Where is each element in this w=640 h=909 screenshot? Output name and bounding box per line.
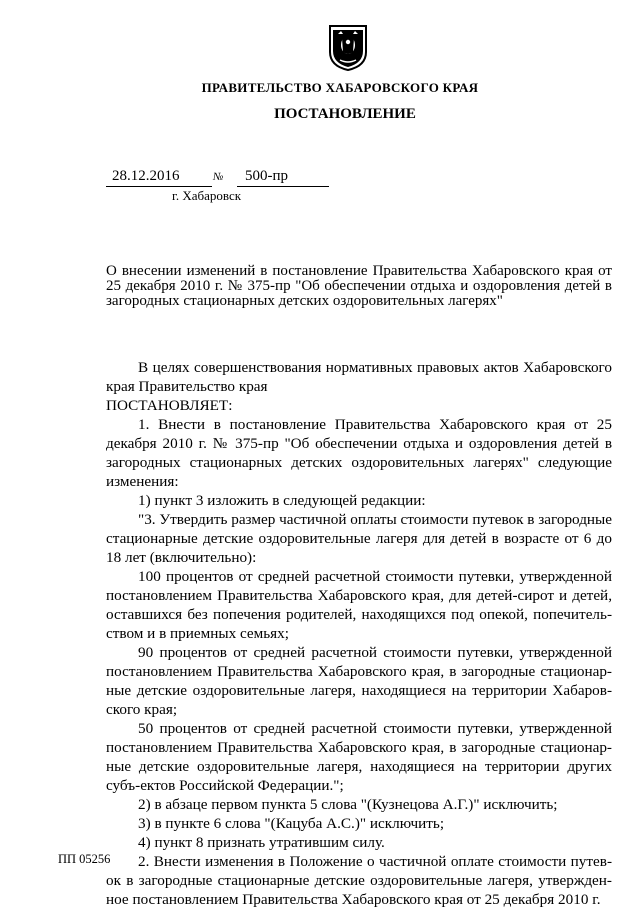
body-paragraph: 4) пункт 8 признать утратившим силу. bbox=[138, 834, 385, 851]
body-paragraph: 90 процентов от средней расчетной стоимости путевки, утвержденной постановлением Правительства Хабаровского края, в загородные стационар-ные детские оздоровительные лагеря, находящиеся на территории Хабаров-ского края; bbox=[106, 644, 612, 718]
document-number: 500-пр bbox=[237, 168, 329, 187]
body-paragraph: 50 процентов от средней расчетной стоимости путевки, утвержденной постановлением Правительства Хабаровского края, в загородные стационар-ные детские оздоровительные лагеря, находящиеся на территории других субъ-ектов Российской Федерации."; bbox=[106, 720, 612, 794]
body-paragraph: 1) пункт 3 изложить в следующей редакции: bbox=[138, 492, 426, 509]
organization-title: ПРАВИТЕЛЬСТВО ХАБАРОВСКОГО КРАЯ bbox=[201, 80, 479, 95]
document-type: ПОСТАНОВЛЕНИЕ bbox=[274, 106, 416, 122]
body-paragraph: 2) в абзаце первом пункта 5 слова "(Кузнецова А.Г.)" исключить; bbox=[138, 796, 558, 813]
document-code: ПП 05256 bbox=[58, 852, 111, 866]
body-paragraph: 2. Внести изменения в Положение о частичной оплате стоимости путев-ок в загородные стационарные детские оздоровительные лагеря, утвержден-ное постановлением Правительства Хабаровского края от 25 декабря 2010 г. bbox=[106, 853, 612, 908]
body-paragraph: ПОСТАНОВЛЯЕТ: bbox=[106, 397, 233, 414]
document-date: 28.12.2016 bbox=[106, 168, 212, 187]
body-paragraph: 100 процентов от средней расчетной стоимости путевки, утвержденной постановлением Правительства Хабаровского края, для детей-сирот и детей, оставшихся без попечения родителей, находящихся под опекой, попечитель-ством и в приемных семьях; bbox=[106, 568, 612, 642]
body-paragraph: В целях совершенствования нормативных правовых актов Хабаровского края Правительство края bbox=[106, 359, 612, 395]
body-paragraph: 1. Внести в постановление Правительства Хабаровского края от 25 декабря 2010 г. № 375-пр "Об обеспечении отдыха и оздоровления детей в загородных стационарных детских оздоровительных лагерях" следующие изменения: bbox=[106, 416, 612, 490]
document-city: г. Хабаровск bbox=[172, 188, 242, 203]
number-sign: № bbox=[213, 171, 224, 183]
khabarovsk-coat-of-arms-icon bbox=[326, 22, 370, 72]
body-paragraph: 3) в пункте 6 слова "(Кацуба А.С.)" исключить; bbox=[138, 815, 445, 832]
document-subject: О внесении изменений в постановление Правительства Хабаровского края от 25 декабря 2010 г. № 375-пр "Об обеспечении отдыха и оздоровления детей в загородных стационарных детских оздоровительных лагерях" bbox=[106, 263, 612, 309]
document-body bbox=[106, 358, 612, 909]
body-paragraph: "3. Утвердить размер частичной оплаты стоимости путевок в загородные стационарные детские оздоровительные лагеря для детей в возрасте от 6 до 18 лет (включительно): bbox=[106, 511, 612, 566]
